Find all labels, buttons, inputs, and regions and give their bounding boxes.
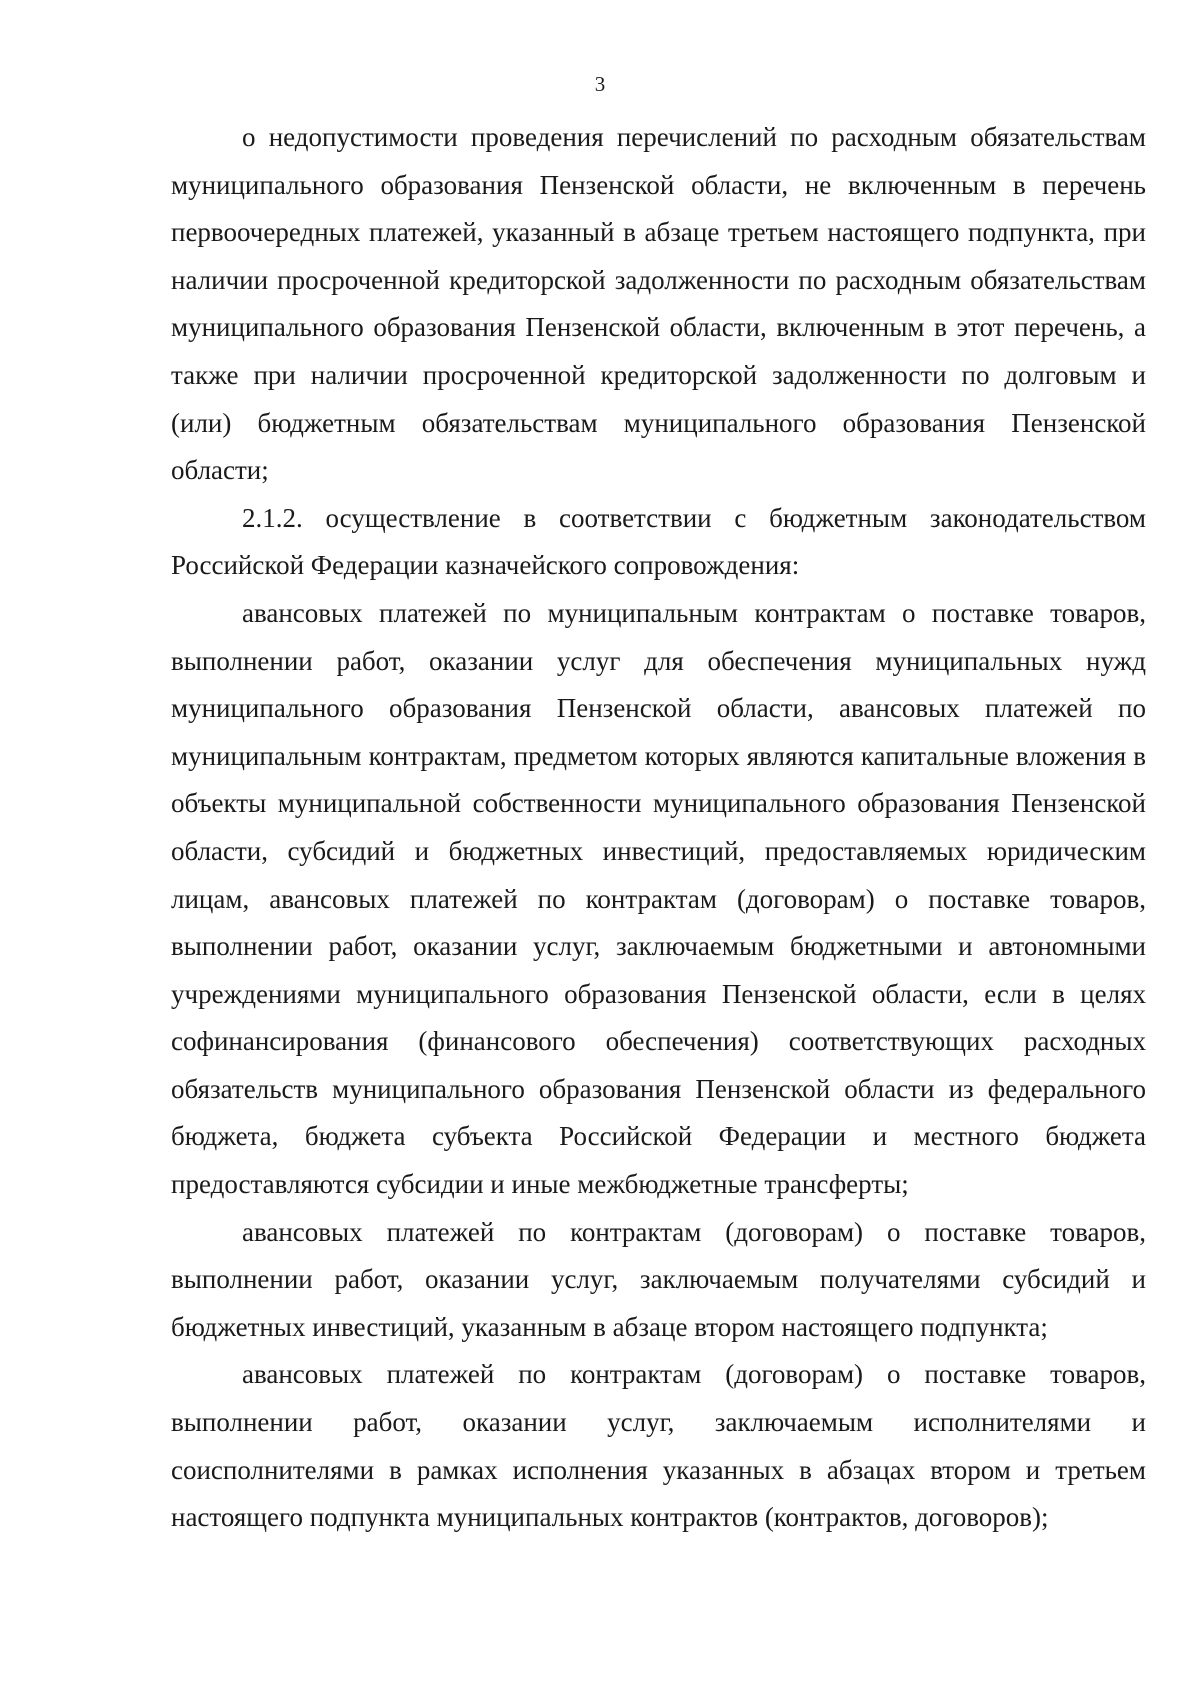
paragraph-clause-2-1-2: 2.1.2. осуществление в соответствии с бюджетным законодательством Российской Федерации казначейского сопровождения: <box>171 502 1146 581</box>
paragraph-advance-subsidy-recipients: авансовых платежей по контрактам (договорам) о поставке товаров, выполнении работ, оказании услуг, заключаемым получателями субсидий и бюджетных инвестиций, указанным в абзаце втором настоящего подпункта; <box>171 1216 1146 1342</box>
document-body <box>171 114 1146 1542</box>
paragraph-prohibition-transfers: о недопустимости проведения перечислений по расходным обязательствам муниципального образования Пензенской области, не включенным в перечень первоочередных платежей, указанный в абзаце третьем настоящего подпункта, при наличии просроченной кредиторской задолженности по расходным обязательствам муниципального образования Пензенской области, включенным в этот перечень, а также при наличии просроченной кредиторской задолженности по долговым и (или) бюджетным обязательствам муниципального образования Пензенской области; <box>171 122 1146 486</box>
page-number: 3 <box>594 72 606 96</box>
paragraph-advance-contractors: авансовых платежей по контрактам (договорам) о поставке товаров, выполнении работ, оказании услуг, заключаемым исполнителями и соисполнителями в рамках исполнения указанных в абзацах втором и третьем настоящего подпункта муниципальных контрактов (контрактов, договоров); <box>171 1359 1146 1533</box>
paragraph-advance-municipal-contracts: авансовых платежей по муниципальным контрактам о поставке товаров, выполнении работ, оказании услуг для обеспечения муниципальных нужд муниципального образования Пензенской области, авансовых платежей по муниципальным контрактам, предметом которых являются капитальные вложения в объекты муниципальной собственности муниципального образования Пензенской области, субсидий и бюджетных инвестиций, предоставляемых юридическим лицам, авансовых платежей по контрактам (договорам) о поставке товаров, выполнении работ, оказании услуг, заключаемым бюджетными и автономными учреждениями муниципального образования Пензенской области, если в целях софинансирования (финансового обеспечения) соответствующих расходных обязательств муниципального образования Пензенской области из федерального бюджета, бюджета субъекта Российской Федерации и местного бюджета предоставляются субсидии и иные межбюджетные трансферты; <box>171 597 1146 1200</box>
